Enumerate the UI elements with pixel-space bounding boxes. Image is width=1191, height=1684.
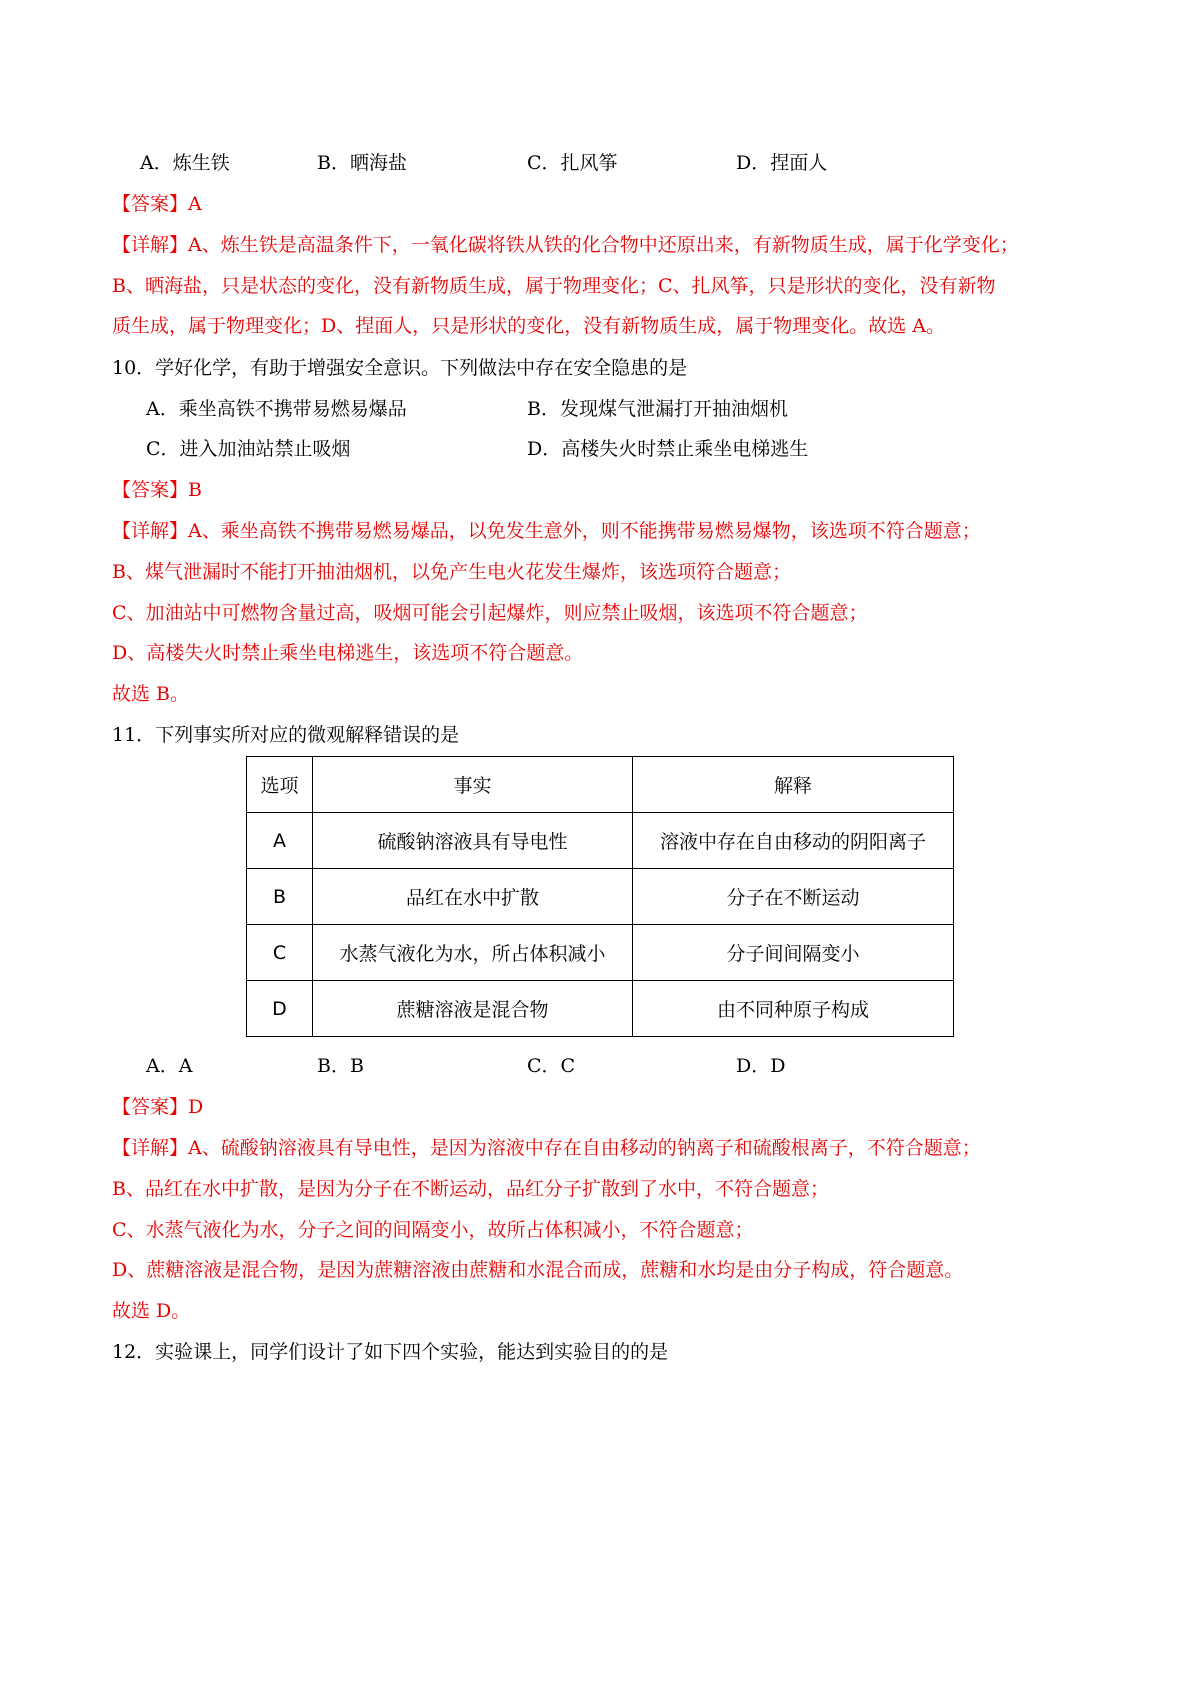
- q9-answer: 【答案】A: [112, 193, 202, 215]
- q10-detail-line: C、加油站中可燃物含量过高，吸烟可能会引起爆炸，则应禁止吸烟，该选项不符合题意；: [112, 602, 868, 624]
- table-row: [247, 981, 954, 1037]
- q12-stem: 12．实验课上，同学们设计了如下四个实验，能达到实验目的的是: [112, 1341, 669, 1363]
- q11-detail-line: 【详解】A、硫酸钠溶液具有导电性，是因为溶液中存在自由移动的钠离子和硫酸根离子，不符合题意；: [112, 1137, 981, 1159]
- table-header-cell: 事实: [313, 757, 633, 813]
- q10-answer: 【答案】B: [112, 479, 202, 501]
- q10-detail-line: D、高楼失火时禁止乘坐电梯逃生，该选项不符合题意。: [112, 642, 584, 664]
- q10-option-d: D．高楼失火时禁止乘坐电梯逃生: [527, 438, 809, 460]
- table-row: [247, 869, 954, 925]
- table-row: [247, 813, 954, 869]
- q10-option-b: B．发现煤气泄漏打开抽油烟机: [527, 398, 788, 420]
- q11-option-d: D．D: [736, 1055, 786, 1077]
- table-cell: 蔗糖溶液是混合物: [313, 981, 633, 1037]
- q10-option-c: C．进入加油站禁止吸烟: [146, 438, 351, 460]
- q9-detail-line: 【详解】A、炼生铁是高温条件下，一氧化碳将铁从铁的化合物中还原出来，有新物质生成，属于化学变化；: [112, 234, 1019, 256]
- table-header-cell: 解释: [633, 757, 954, 813]
- q10-detail-line: 故选 B。: [112, 683, 190, 705]
- q10-detail-line: B、煤气泄漏时不能打开抽油烟机，以免产生电火花发生爆炸，该选项符合题意；: [112, 561, 791, 583]
- q11-answer: 【答案】D: [112, 1096, 204, 1118]
- table-cell: 硫酸钠溶液具有导电性: [313, 813, 633, 869]
- q10-detail-line: 【详解】A、乘坐高铁不携带易燃易爆品，以免发生意外，则不能携带易燃易爆物，该选项不符合题意；: [112, 520, 981, 542]
- table-cell: 溶液中存在自由移动的阴阳离子: [633, 813, 954, 869]
- q10-option-a: A．乘坐高铁不携带易燃易爆品: [146, 398, 407, 420]
- q9-detail-line: 质生成，属于物理变化；D、捏面人，只是形状的变化，没有新物质生成，属于物理变化。故选 A。: [112, 315, 945, 337]
- q9-option-d: D．捏面人: [736, 152, 828, 174]
- table-cell: 分子在不断运动: [633, 869, 954, 925]
- q9-detail-line: B、晒海盐，只是状态的变化，没有新物质生成，属于物理变化；C、扎风筝，只是形状的变化，没有新物: [112, 275, 996, 297]
- q11-detail-line: B、品红在水中扩散，是因为分子在不断运动，品红分子扩散到了水中，不符合题意；: [112, 1178, 829, 1200]
- q11-detail-line: 故选 D。: [112, 1300, 191, 1322]
- table-cell: 分子间间隔变小: [633, 925, 954, 981]
- table-header-row: [247, 757, 954, 813]
- q11-option-c: C．C: [527, 1055, 576, 1077]
- table-cell: 由不同种原子构成: [633, 981, 954, 1037]
- q9-option-c: C．扎风筝: [527, 152, 618, 174]
- q9-option-b: B．晒海盐: [317, 152, 407, 174]
- table-cell: C: [247, 925, 313, 981]
- q11-detail-line: D、蔗糖溶液是混合物，是因为蔗糖溶液由蔗糖和水混合而成，蔗糖和水均是由分子构成，符合题意。: [112, 1259, 964, 1281]
- table-cell: 品红在水中扩散: [313, 869, 633, 925]
- table-cell: B: [247, 869, 313, 925]
- q11-option-b: B．B: [317, 1055, 364, 1077]
- q10-stem: 10．学好化学，有助于增强安全意识。下列做法中存在安全隐患的是: [112, 357, 688, 379]
- q11-stem: 11．下列事实所对应的微观解释错误的是: [112, 724, 460, 746]
- table-header-cell: 选项: [247, 757, 313, 813]
- table-cell: A: [247, 813, 313, 869]
- table-cell: D: [247, 981, 313, 1037]
- table-row: [247, 925, 954, 981]
- q9-option-a: A．炼生铁: [140, 152, 230, 174]
- q11-facts-table: [246, 756, 954, 1037]
- q11-option-a: A．A: [146, 1055, 193, 1077]
- table-cell: 水蒸气液化为水，所占体积减小: [313, 925, 633, 981]
- q11-detail-line: C、水蒸气液化为水，分子之间的间隔变小，故所占体积减小，不符合题意；: [112, 1219, 754, 1241]
